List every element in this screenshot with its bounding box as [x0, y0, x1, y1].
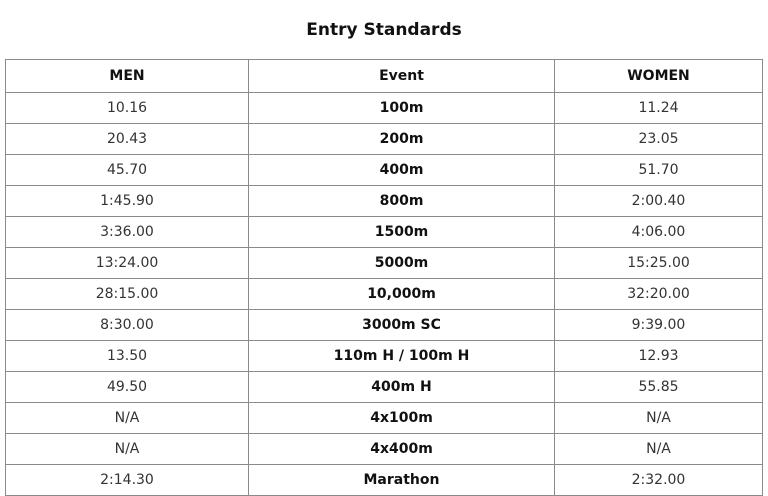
event-cell: 10,000m — [249, 279, 555, 310]
women-time-cell: 51.70 — [555, 155, 763, 186]
men-time-cell: 20.43 — [6, 124, 249, 155]
table-row — [6, 372, 763, 403]
men-time-cell: 8:30.00 — [6, 310, 249, 341]
men-time-cell: 2:14.30 — [6, 465, 249, 496]
entry-standards-table — [5, 59, 763, 496]
table-row — [6, 465, 763, 496]
event-cell: 4x400m — [249, 434, 555, 465]
event-cell: 1500m — [249, 217, 555, 248]
women-time-cell: 2:00.40 — [555, 186, 763, 217]
women-time-cell: 4:06.00 — [555, 217, 763, 248]
table-row — [6, 217, 763, 248]
men-time-cell: N/A — [6, 403, 249, 434]
table-row — [6, 186, 763, 217]
table-header-row — [6, 60, 763, 93]
table-row — [6, 279, 763, 310]
men-time-cell: 13.50 — [6, 341, 249, 372]
event-cell: 4x100m — [249, 403, 555, 434]
event-cell: 200m — [249, 124, 555, 155]
women-time-cell: 12.93 — [555, 341, 763, 372]
women-time-cell: 11.24 — [555, 93, 763, 124]
event-cell: 5000m — [249, 248, 555, 279]
table-row — [6, 248, 763, 279]
men-time-cell: N/A — [6, 434, 249, 465]
page-title: Entry Standards — [306, 20, 462, 40]
table-row — [6, 434, 763, 465]
women-time-cell: N/A — [555, 403, 763, 434]
men-time-cell: 28:15.00 — [6, 279, 249, 310]
men-time-cell: 49.50 — [6, 372, 249, 403]
women-time-cell: 9:39.00 — [555, 310, 763, 341]
table-row — [6, 403, 763, 434]
women-time-cell: 32:20.00 — [555, 279, 763, 310]
event-cell: 400m — [249, 155, 555, 186]
header-event: Event — [249, 60, 555, 93]
table-row — [6, 93, 763, 124]
event-cell: 100m — [249, 93, 555, 124]
women-time-cell: 23.05 — [555, 124, 763, 155]
table-row — [6, 124, 763, 155]
women-time-cell: 2:32.00 — [555, 465, 763, 496]
event-cell: 400m H — [249, 372, 555, 403]
women-time-cell: 55.85 — [555, 372, 763, 403]
men-time-cell: 1:45.90 — [6, 186, 249, 217]
men-time-cell: 10.16 — [6, 93, 249, 124]
men-time-cell: 45.70 — [6, 155, 249, 186]
men-time-cell: 3:36.00 — [6, 217, 249, 248]
event-cell: 3000m SC — [249, 310, 555, 341]
table-row — [6, 310, 763, 341]
table-row — [6, 341, 763, 372]
table-row — [6, 155, 763, 186]
header-women: WOMEN — [555, 60, 763, 93]
header-men: MEN — [6, 60, 249, 93]
event-cell: Marathon — [249, 465, 555, 496]
women-time-cell: N/A — [555, 434, 763, 465]
event-cell: 110m H / 100m H — [249, 341, 555, 372]
event-cell: 800m — [249, 186, 555, 217]
men-time-cell: 13:24.00 — [6, 248, 249, 279]
women-time-cell: 15:25.00 — [555, 248, 763, 279]
